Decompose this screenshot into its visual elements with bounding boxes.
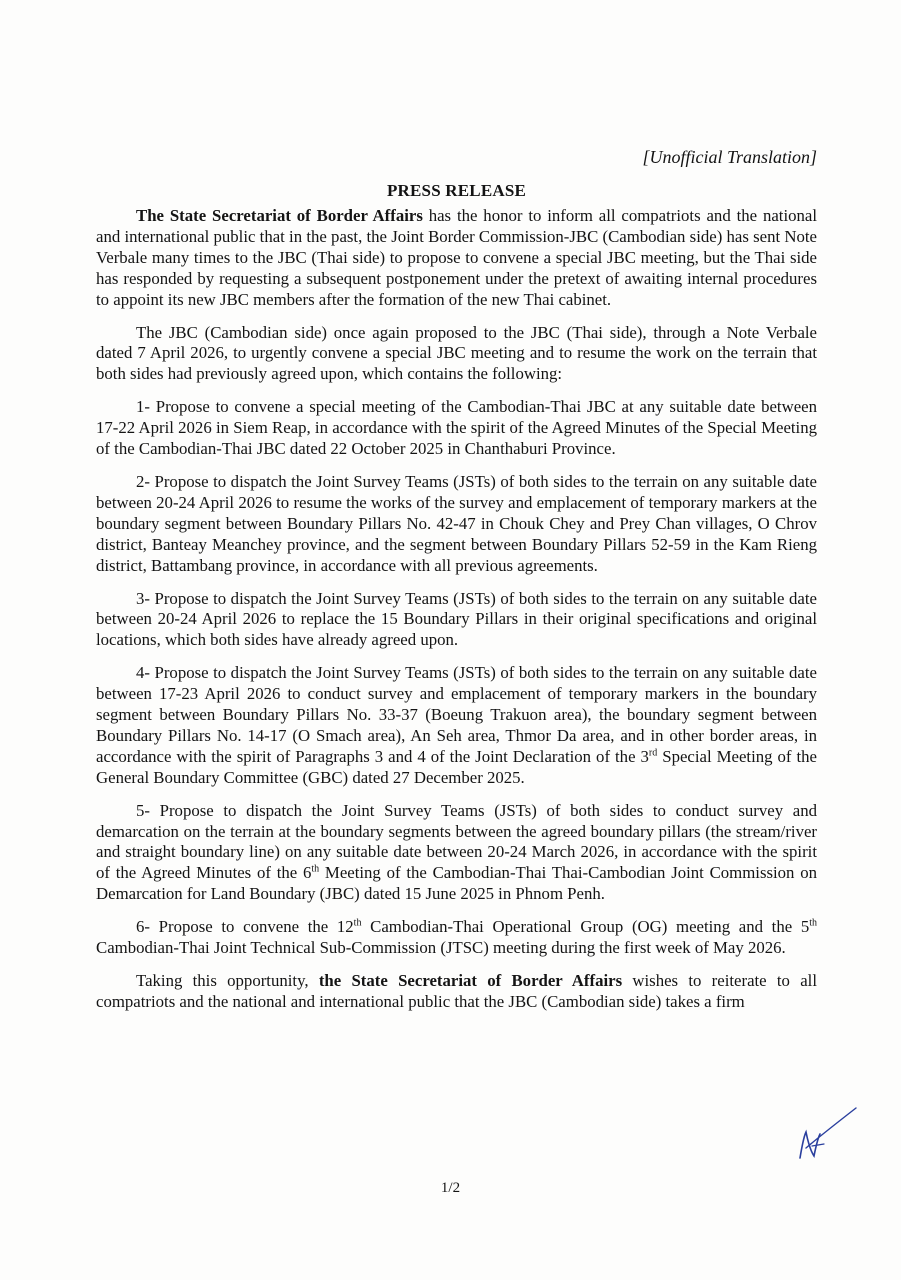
proposal-item-4: [96, 663, 817, 788]
ordinal-suffix: th: [809, 917, 818, 929]
item-5-text-end: Meeting of the Cambodian-Thai Thai-Cambodian Joint Commission on Demarcation for Land Boundary (JBC) dated 15 June 2025 in Phnom Penh.: [96, 863, 817, 904]
item-5-text: 5- Propose to dispatch the Joint Survey Teams (JSTs) of both sides to conduct survey and demarcation on the terrain at the boundary segments between the agreed boundary pillars (the stream/river and straight boundary line) on any suitable date between 20-24 March 2026, in accordance with the spirit of the Agreed Minutes of the 6: [96, 800, 817, 883]
closing-text-a: Taking this opportunity,: [136, 971, 319, 990]
proposal-item-2: 2- Propose to dispatch the Joint Survey Teams (JSTs) of both sides to the terrain on any suitable date between 20-24 April 2026 to resume the works of the survey and emplacement of temporary markers at the boundary segment between Boundary Pillars No. 42-47 in Chouk Chey and Prey Chan villages, O Chrov district, Banteay Meanchey province, and the segment between Boundary Pillars 52-59 in the Kam Rieng district, Battambang province, in accordance with all previous agreements.: [96, 471, 817, 575]
proposal-item-3: 3- Propose to dispatch the Joint Survey Teams (JSTs) of both sides to the terrain on any suitable date between 20-24 April 2026 to replace the 15 Boundary Pillars in their original specifications and original locations, which both sides have already agreed upon.: [96, 588, 817, 650]
translation-note: [Unofficial Translation]: [642, 147, 817, 167]
paragraph-closing: [96, 971, 817, 1013]
proposal-item-1: 1- Propose to convene a special meeting of the Cambodian-Thai JBC at any suitable date between 17-22 April 2026 in Siem Reap, in accordance with the spirit of the Agreed Minutes of the Special Meeting of the Cambodian-Thai JBC dated 22 October 2025 in Chanthaburi Province.: [96, 397, 817, 459]
page-number: 1/2: [440, 1180, 461, 1196]
initials-signature-icon: [794, 1106, 858, 1166]
closing-text-b: wishes to reiterate to all compatriots and the national and international public that the JBC (Cambodian side) takes a firm: [96, 971, 817, 1011]
item-6-text-c: Cambodian-Thai Joint Technical Sub-Commission (JTSC) meeting during the first week of May 2026.: [96, 938, 786, 958]
issuer-name: the State Secretariat of Border Affairs: [318, 971, 623, 990]
issuer-name: The State Secretariat of Border Affairs: [136, 206, 423, 225]
document-title: PRESS RELEASE: [386, 181, 527, 200]
ordinal-suffix: th: [311, 863, 320, 875]
proposal-item-5: [96, 801, 817, 906]
item-6-text-b: Cambodian-Thai Operational Group (OG) meeting and the 5: [361, 917, 810, 937]
ordinal-suffix: th: [353, 917, 362, 929]
document-body: [96, 146, 817, 1013]
item-4-text-end: Special Meeting of the General Boundary Committee (GBC) dated 27 December 2025.: [96, 746, 817, 787]
item-6-text-a: 6- Propose to convene the 12: [136, 917, 354, 937]
ordinal-suffix: rd: [648, 747, 658, 759]
proposal-item-6: [96, 917, 817, 959]
paragraph-intro: [96, 206, 817, 311]
intro-text: has the honor to inform all compatriots and the national and international public that in the past, the Joint Border Commission-JBC (Cambodian side) has sent Note Verbale many times to the JBC (Thai side) to propose to convene a special JBC meeting, but the Thai side has responded by requesting a subsequent postponement under the pretext of awaiting internal procedures to appoint its new JBC members after the formation of the new Thai cabinet.: [96, 206, 817, 309]
paragraph-proposal: The JBC (Cambodian side) once again proposed to the JBC (Thai side), through a Note Verbale dated 7 April 2026, to urgently convene a special JBC meeting and to resume the work on the terrain that both sides had previously agreed upon, which contains the following:: [96, 322, 817, 384]
item-4-text: 4- Propose to dispatch the Joint Survey Teams (JSTs) of both sides to the terrain on any suitable date between 17-23 April 2026 to conduct survey and emplacement of temporary markers in the boundary segment between Boundary Pillars No. 33-37 (Boeung Trakuon area), the boundary segment between Boundary Pillars No. 14-17 (O Smach area), An Seh area, Thmor Da area, and in other border areas, in accordance with the spirit of Paragraphs 3 and 4 of the Joint Declaration of the 3: [96, 663, 817, 766]
